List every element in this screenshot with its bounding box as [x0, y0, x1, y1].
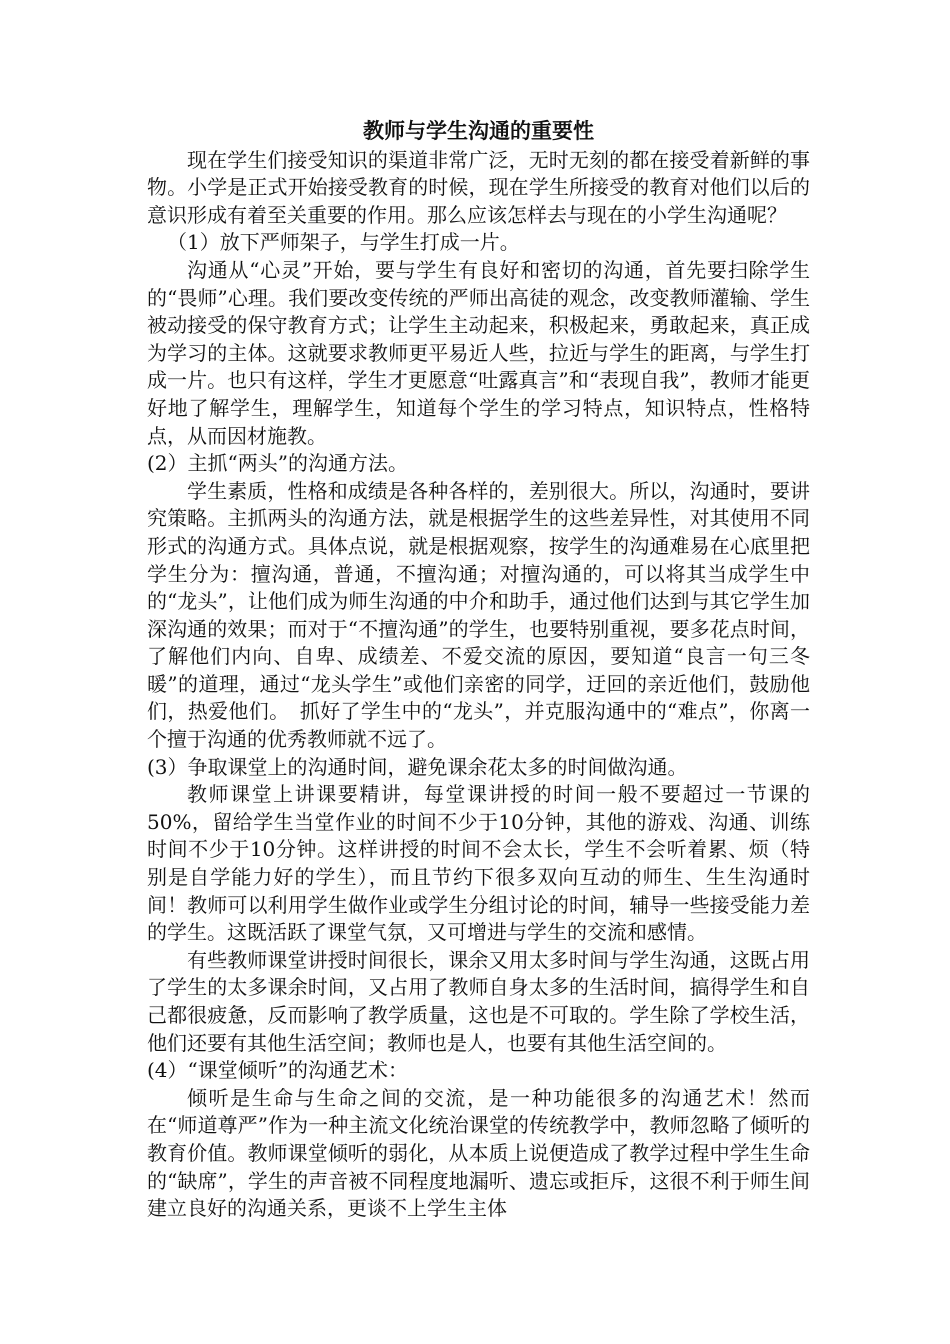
paragraph: (3）争取课堂上的沟通时间，避免课余花太多的时间做沟通。	[147, 754, 688, 779]
document-title: 教师与学生沟通的重要性	[363, 118, 594, 143]
paragraph: （1）放下严师架子，与学生打成一片。	[167, 230, 520, 255]
paragraph: 现在学生们接受知识的渠道非常广泛，无时无刻的都在接受着新鲜的事物。小学是正式开始接受教育的时候，现在学生所接受的教育对他们以后的意识形成有着至关重要的作用。那么应该怎样去与现在的小学生沟通呢？	[147, 147, 810, 227]
paragraph: 学生素质，性格和成绩是各种各样的，差别很大。所以，沟通时，要讲究策略。主抓两头的沟通方法，就是根据学生的这些差异性，对其使用不同形式的沟通方式。具体点说，就是根据观察，按学生的沟通难易在心底里把学生分为：擅沟通，普通，不擅沟通；对擅沟通的，可以将其当成学生中的“龙头”，让他们成为师生沟通的中介和助手，通过他们达到与其它学生加深沟通的效果；而对于“不擅沟通”的学生，也要特别重视，要多花点时间，了解他们内向、自卑、成绩差、不爱交流的原因，要知道“良言一句三冬暖”的道理，通过“龙头学生”或他们亲密的同学，迂回的亲近他们，鼓励他们，热爱他们。 抓好了学生中的“龙头”，并克服沟通中的“难点”，你离一个擅于沟通的优秀教师就不远了。	[147, 478, 810, 752]
paragraph: 教师课堂上讲课要精讲，每堂课讲授的时间一般不要超过一节课的50%，留给学生当堂作业的时间不少于10分钟，其他的游戏、沟通、训练时间不少于10分钟。这样讲授的时间不会太长，学生不会听着累、烦（特别是自学能力好的学生），而且节约下很多双向互动的师生、生生沟通时间！教师可以利用学生做作业或学生分组讨论的时间，辅导一些接受能力差的学生。这既活跃了课堂气氛，又可增进与学生的交流和感情。	[147, 782, 810, 945]
paragraph: 有些教师课堂讲授时间很长，课余又用太多时间与学生沟通，这既占用了学生的太多课余时间，又占用了教师自身太多的生活时间，搞得学生和自己都很疲惫，反而影响了教学质量，这也是不可取的。学生除了学校生活，他们还要有其他生活空间；教师也是人，也要有其他生活空间的。	[147, 947, 810, 1055]
paragraph: 沟通从“心灵”开始，要与学生有良好和密切的沟通，首先要扫除学生的“畏师”心理。我们要改变传统的严师出高徒的观念，改变教师灌输、学生被动接受的保守教育方式；让学生主动起来，积极起来，勇敢起来，真正成为学习的主体。这就要求教师更平易近人些，拉近与学生的距离，与学生打成一片。也只有这样，学生才更愿意“吐露真言”和“表现自我”，教师才能更好地了解学生，理解学生，知道每个学生的学习特点，知识特点，性格特点，从而因材施教。	[147, 257, 810, 448]
document-body	[147, 147, 810, 1223]
paragraph: (4）“课堂倾听”的沟通艺术：	[147, 1058, 408, 1083]
paragraph: (2）主抓“两头”的沟通方法。	[147, 451, 408, 476]
paragraph: 倾听是生命与生命之间的交流，是一种功能很多的沟通艺术！然而在“师道尊严”作为一种主流文化统治课堂的传统教学中，教师忽略了倾听的教育价值。教师课堂倾听的弱化，从本质上说便造成了教学过程中学生生命的“缺席”，学生的声音被不同程度地漏听、遗忘或拒斥，这很不利于师生间建立良好的沟通关系，更谈不上学生主体	[147, 1085, 810, 1221]
document-page	[147, 117, 810, 1223]
